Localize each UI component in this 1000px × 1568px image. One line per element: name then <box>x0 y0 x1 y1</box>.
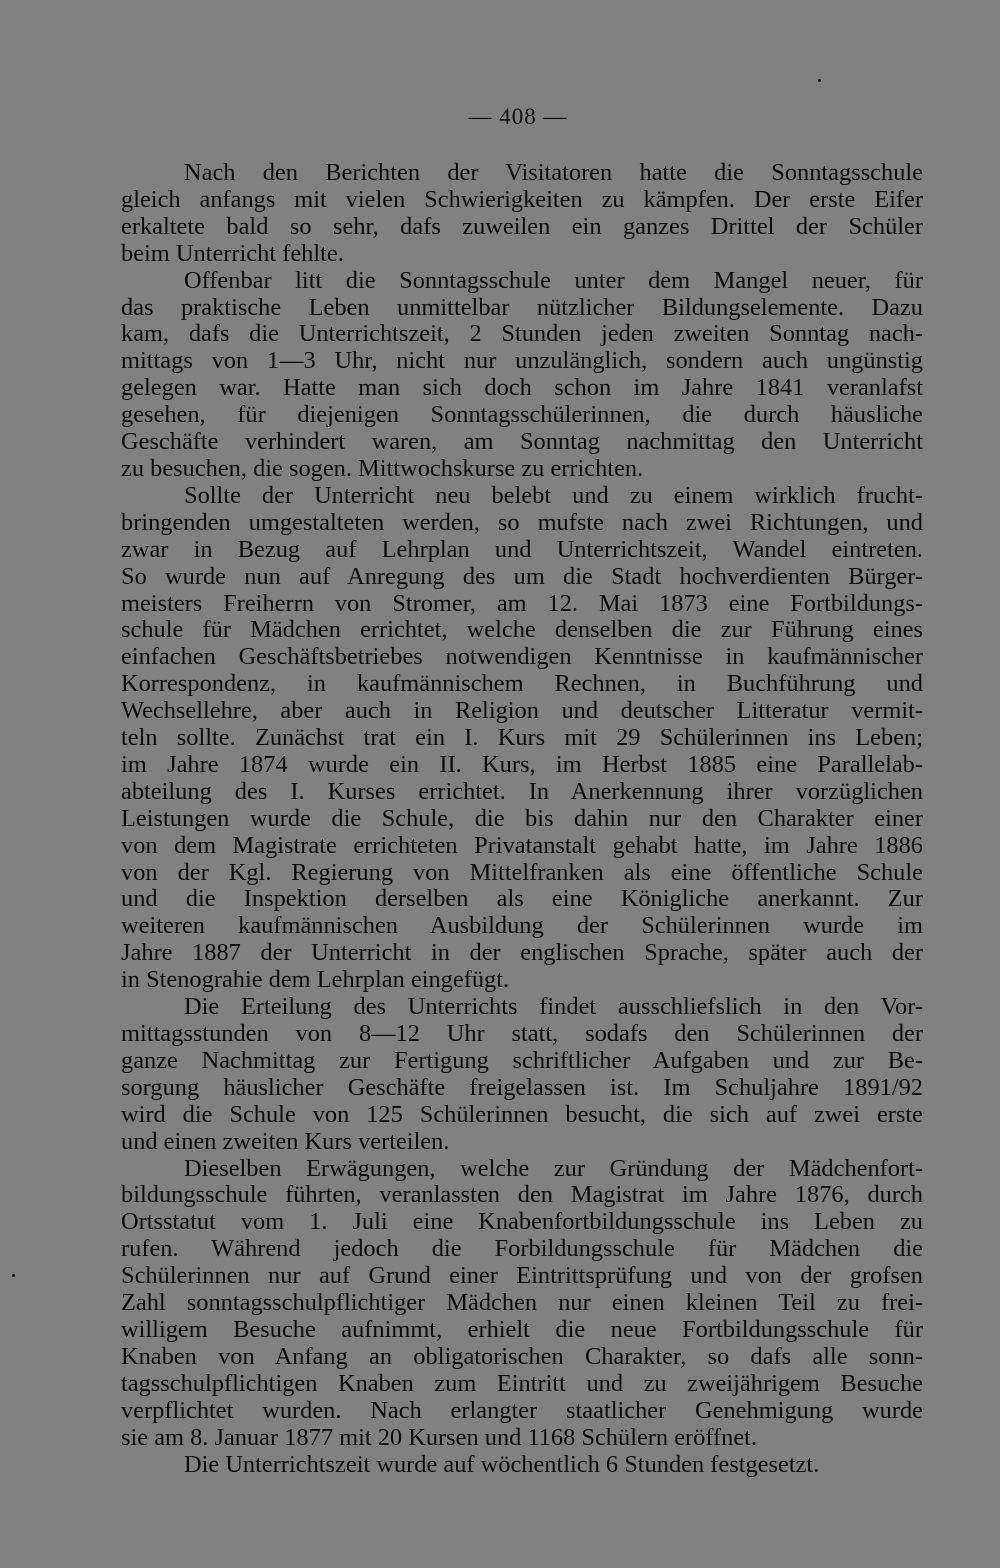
paragraph <box>121 160 923 268</box>
text-line: von der Kgl. Regierung von Mittelfranken als eine öffentliche Schule <box>121 858 923 886</box>
text-line: rufen. Während jedoch die Forbildungsschule für Mädchen die <box>121 1235 923 1263</box>
text-line: meisters Freiherrn von Stromer, am 12. Mai 1873 eine Fortbildungs- <box>121 589 923 617</box>
ink-speck <box>818 79 821 82</box>
paragraph <box>121 1156 923 1452</box>
text-line: abteilung des I. Kurses errichtet. In Anerkennung ihrer vorzüglichen <box>121 777 923 805</box>
text-line: Ortsstatut vom 1. Juli eine Knabenfortbildungsschule ins Leben zu <box>121 1208 923 1236</box>
text-line: gesehen, für diejenigen Sonntagsschülerinnen, die durch häusliche <box>121 401 923 429</box>
text-line: Offenbar litt die Sonntagsschule unter dem Mangel neuer, für <box>184 266 923 294</box>
paragraph <box>121 994 923 1155</box>
paragraph <box>121 1452 923 1479</box>
text-line: weiteren kaufmännischen Ausbildung der Schülerinnen wurde im <box>121 912 923 940</box>
text-line: das praktische Leben unmittelbar nützlicher Bildungselemente. Dazu <box>121 293 923 321</box>
text-line: Dieselben Erwägungen, welche zur Gründung der Mädchenfort- <box>184 1154 923 1182</box>
text-line: So wurde nun auf Anregung des um die Stadt hochverdienten Bürger- <box>121 562 923 590</box>
text-line: Zahl sonntagsschulpflichtiger Mädchen nur einen kleinen Teil zu frei- <box>121 1289 923 1317</box>
text-line: Nach den Berichten der Visitatoren hatte die Sonntagsschule <box>184 159 923 186</box>
text-line: und einen zweiten Kurs verteilen. <box>121 1127 450 1155</box>
text-line: Knaben von Anfang an obligatorischen Charakter, so dafs alle sonn- <box>121 1342 923 1370</box>
text-line: verpflichtet wurden. Nach erlangter staatlicher Genehmigung wurde <box>121 1396 923 1424</box>
paragraph <box>121 268 923 483</box>
text-line: erkaltete bald so sehr, dafs zuweilen ein ganzes Drittel der Schüler <box>121 212 923 240</box>
text-line: mittagsstunden von 8—12 Uhr statt, sodafs den Schülerinnen der <box>121 1020 923 1047</box>
paragraph <box>121 483 923 994</box>
text-line: sorgung häuslicher Geschäfte freigelassen ist. Im Schuljahre 1891/92 <box>121 1073 923 1101</box>
text-line: zu besuchen, die sogen. Mittwochskurse zu errichten. <box>121 454 644 482</box>
text-line: in Stenograhie dem Lehrplan eingefügt. <box>121 966 510 994</box>
ink-speck <box>12 1274 15 1277</box>
text-line: Die Erteilung des Unterrichts findet ausschliefslich in den Vor- <box>184 993 923 1021</box>
text-line: einfachen Geschäftsbetriebes notwendigen Kenntnisse in kaufmännischer <box>121 643 923 671</box>
text-line: und die Inspektion derselben als eine Königliche anerkannt. Zur <box>121 885 923 913</box>
text-line: willigem Besuche aufnimmt, erhielt die neue Fortbildungsschule für <box>121 1315 923 1343</box>
text-line: sie am 8. Januar 1877 mit 20 Kursen und 1168 Schülern eröffnet. <box>121 1423 758 1451</box>
text-line: bildungsschule führten, veranlassten den Magistrat im Jahre 1876, durch <box>121 1181 923 1209</box>
text-line: Sollte der Unterricht neu belebt und zu einem wirklich frucht- <box>184 481 923 509</box>
text-line: gleich anfangs mit vielen Schwierigkeiten zu kämpfen. Der erste Eifer <box>121 185 923 213</box>
text-line: kam, dafs die Unterrichtszeit, 2 Stunden jeden zweiten Sonntag nach- <box>121 320 923 348</box>
body-text <box>121 160 923 1478</box>
text-line: Die Unterrichtszeit wurde auf wöchentlich 6 Stunden festgesetzt. <box>184 1450 820 1478</box>
text-line: Schülerinnen nur auf Grund einer Eintrittsprüfung und von der grofsen <box>121 1262 923 1290</box>
text-line: schule für Mädchen errichtet, welche denselben die zur Führung eines <box>121 616 923 644</box>
text-line: tagsschulpflichtigen Knaben zum Eintritt und zu zweijährigem Besuche <box>121 1369 923 1397</box>
text-line: teln sollte. Zunächst trat ein I. Kurs mit 29 Schülerinnen ins Leben; <box>121 724 923 752</box>
text-line: Leistungen wurde die Schule, die bis dahin nur den Charakter einer <box>121 804 923 832</box>
text-line: von dem Magistrate errichteten Privatanstalt gehabt hatte, im Jahre 1886 <box>121 831 923 859</box>
text-line: im Jahre 1874 wurde ein II. Kurs, im Herbst 1885 eine Parallelab- <box>121 750 923 778</box>
text-line: beim Unterricht fehlte. <box>121 239 344 267</box>
text-line: gelegen war. Hatte man sich doch schon im Jahre 1841 veranlafst <box>121 374 923 402</box>
text-line: Wechsellehre, aber auch in Religion und deutscher Litteratur vermit- <box>121 697 923 725</box>
text-line: Jahre 1887 der Unterricht in der englischen Sprache, später auch der <box>121 939 923 967</box>
text-line: Korrespondenz, in kaufmännischem Rechnen, in Buchführung und <box>121 670 923 698</box>
page-number: — 408 — <box>468 104 568 129</box>
text-line: Geschäfte verhindert waren, am Sonntag nachmittag den Unterricht <box>121 428 923 456</box>
text-line: wird die Schule von 125 Schülerinnen besucht, die sich auf zwei erste <box>121 1100 923 1128</box>
text-line: bringenden umgestalteten werden, so mufste nach zwei Richtungen, und <box>121 508 923 536</box>
text-line: zwar in Bezug auf Lehrplan und Unterrichtszeit, Wandel eintreten. <box>121 535 923 563</box>
text-line: mittags von 1—3 Uhr, nicht nur unzulänglich, sondern auch ungünstig <box>121 347 923 375</box>
text-line: ganze Nachmittag zur Fertigung schriftlicher Aufgaben und zur Be- <box>121 1046 923 1074</box>
